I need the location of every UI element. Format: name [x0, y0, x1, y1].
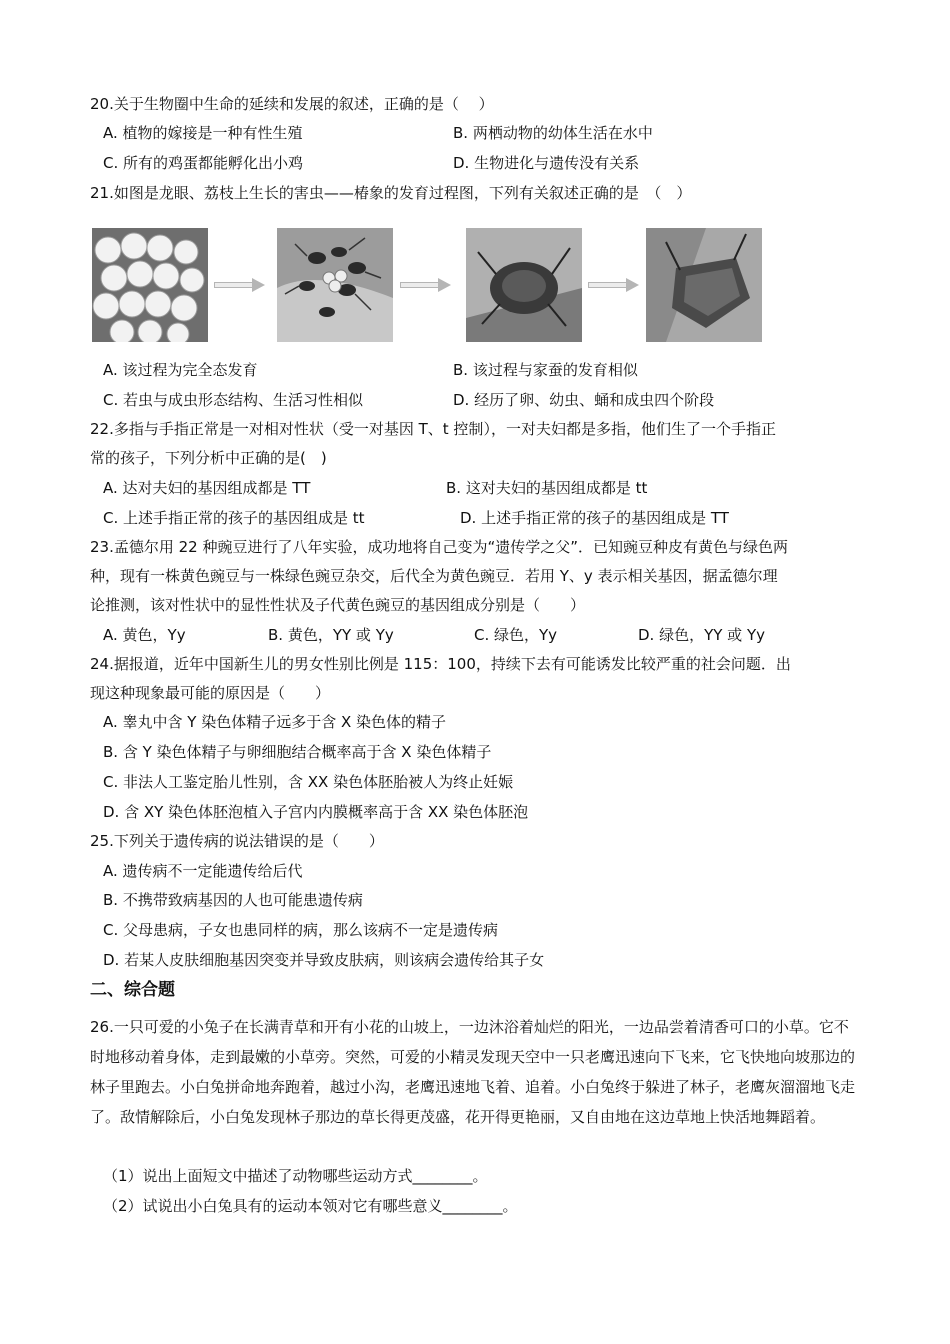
q22-stem-line1: 22.多指与手指正常是一对相对性状（受一对基因 T、t 控制），一对夫妇都是多指，他们生了一个手指正 [90, 420, 776, 438]
q23-stem-line3: 论推测，该对性状中的显性性状及子代黄色豌豆的基因组成分别是（ ） [90, 596, 586, 614]
q25-option-d: D. 若某人皮肤细胞基因突变并导致皮肤病，则该病会遗传给其子女 [103, 951, 545, 969]
q24-stem-line1: 24.据报道，近年中国新生儿的男女性别比例是 115：100，持续下去有可能诱发比较严重的社会问题．出 [90, 655, 791, 673]
q24-option-a: A. 睾丸中含 Y 染色体精子远多于含 X 染色体的精子 [103, 713, 447, 731]
hatching-nymphs-photo [277, 228, 393, 342]
q22-option-b: B. 这对夫妇的基因组成都是 tt [446, 479, 648, 497]
q20-option-c: C. 所有的鸡蛋都能孵化出小鸡 [103, 154, 304, 172]
q20-option-b: B. 两栖动物的幼体生活在水中 [453, 124, 653, 142]
arrow-icon [588, 278, 640, 292]
nymph-photo [466, 228, 582, 342]
q21-option-d: D. 经历了卵、幼虫、蛹和成虫四个阶段 [453, 391, 715, 409]
q22-option-d: D. 上述手指正常的孩子的基因组成是 TT [460, 509, 729, 527]
q20-option-a: A. 植物的嫁接是一种有性生殖 [103, 124, 303, 142]
q21-option-b: B. 该过程与家蚕的发育相似 [453, 361, 638, 379]
q26-subquestion-2: （2）试说出小白兔具有的运动本领对它有哪些意义________。 [103, 1197, 518, 1215]
q24-stem-line2: 现这种现象最可能的原因是（ ） [90, 684, 331, 702]
q23-stem-line2: 种，现有一株黄色豌豆与一株绿色豌豆杂交，后代全为黄色豌豆．若用 Y、y 表示相关基因，据孟德尔理 [90, 567, 778, 585]
q21-option-a: A. 该过程为完全态发育 [103, 361, 258, 379]
arrow-icon [214, 278, 266, 292]
q20-stem: 20.关于生物圈中生命的延续和发展的叙述，正确的是（ ） [90, 95, 494, 113]
q21-stem: 21.如图是龙眼、荔枝上生长的害虫——椿象的发育过程图，下列有关叙述正确的是 （ ） [90, 184, 692, 202]
q24-option-c: C. 非法人工鉴定胎儿性别，含 XX 染色体胚胎被人为终止妊娠 [103, 773, 514, 791]
q23-stem-line1: 23.孟德尔用 22 种豌豆进行了八年实验，成功地将自己变为“遗传学之父”．已知豌豆种皮有黄色与绿色两 [90, 538, 789, 556]
q22-option-a: A. 达对夫妇的基因组成都是 TT [103, 479, 311, 497]
q25-option-c: C. 父母患病，子女也患同样的病，那么该病不一定是遗传病 [103, 921, 499, 939]
q22-stem-line2: 常的孩子，下列分析中正确的是( ) [90, 449, 327, 467]
q24-option-d: D. 含 XY 染色体胚泡植入子宫内内膜概率高于含 XX 染色体胚泡 [103, 803, 529, 821]
q25-option-b: B. 不携带致病基因的人也可能患遗传病 [103, 891, 363, 909]
q23-option-a: A. 黄色，Yy [103, 626, 186, 644]
adult-stink-bug-photo [646, 228, 762, 342]
section-title: 二、综合题 [90, 980, 175, 1000]
eggs-photo [92, 228, 208, 342]
q20-option-d: D. 生物进化与遗传没有关系 [453, 154, 640, 172]
q23-option-b: B. 黄色，YY 或 Yy [268, 626, 394, 644]
q26-paragraph: 26.一只可爱的小兔子在长满青草和开有小花的山坡上，一边沐浴着灿烂的阳光，一边品尝着清香可口的小草。它不时地移动着身体，走到最嫩的小草旁。突然，可爱的小精灵发现天空中一只老鹰迅速向下飞来，它飞快地向坡那边的林子里跑去。小白兔拼命地奔跑着，越过小沟，老鹰迅速地飞着、追着。小白兔终于躲进了林子，老鹰灰溜溜地飞走了。敌情解除后，小白兔发现林子那边的草长得更茂盛，花开得更艳丽，又自由地在这边草地上快活地舞蹈着。 [90, 1018, 856, 1126]
q24-option-b: B. 含 Y 染色体精子与卵细胞结合概率高于含 X 染色体精子 [103, 743, 492, 761]
stink-bug-development-figure [92, 228, 762, 346]
q23-option-c: C. 绿色，Yy [474, 626, 558, 644]
arrow-icon [400, 278, 452, 292]
q21-option-c: C. 若虫与成虫形态结构、生活习性相似 [103, 391, 364, 409]
q22-option-c: C. 上述手指正常的孩子的基因组成是 tt [103, 509, 365, 527]
q25-stem: 25.下列关于遗传病的说法错误的是（ ） [90, 832, 384, 850]
q23-option-d: D. 绿色，YY 或 Yy [638, 626, 765, 644]
q25-option-a: A. 遗传病不一定能遗传给后代 [103, 862, 303, 880]
q26-subquestion-1: （1）说出上面短文中描述了动物哪些运动方式________。 [103, 1167, 488, 1185]
